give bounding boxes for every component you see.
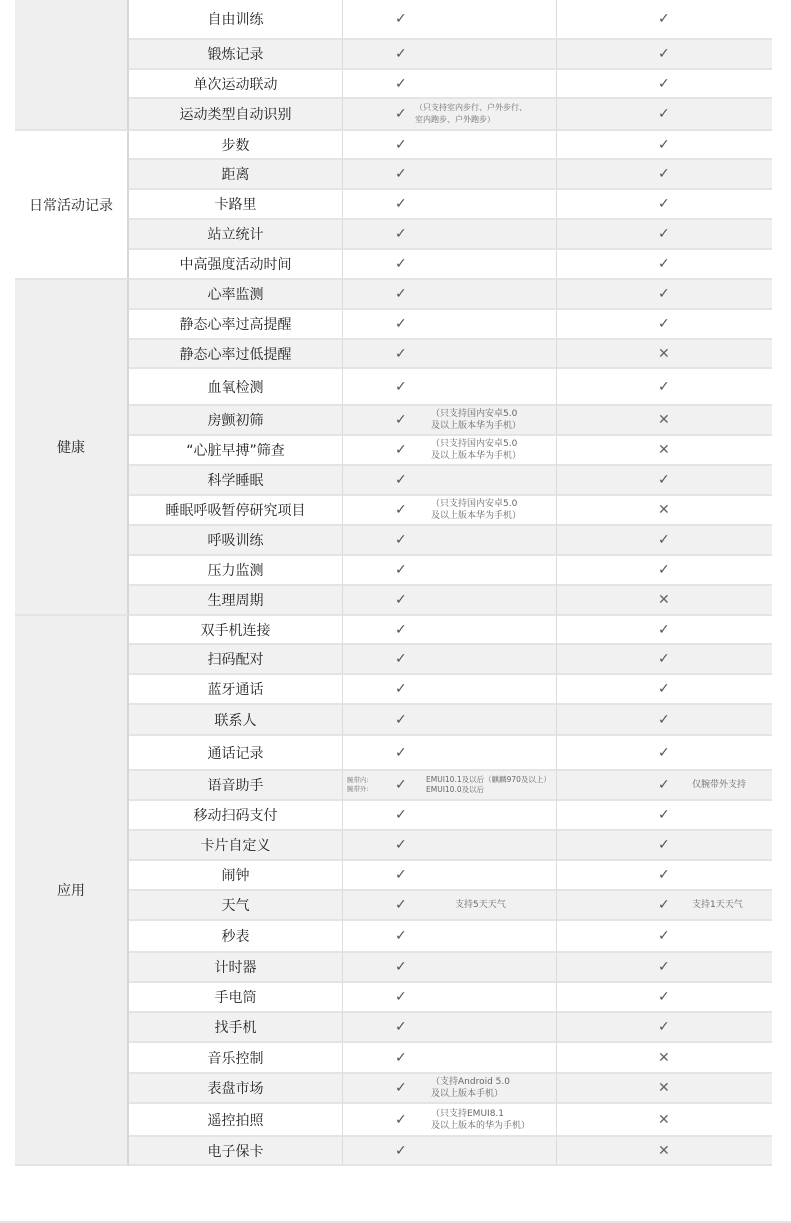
- table-row: [129, 466, 773, 496]
- support-note: EMUI10.1及以后（麒麟970及以上） EMUI10.0及以后: [426, 775, 551, 794]
- check-icon: ✓: [658, 378, 670, 395]
- support-cell-model-2: [557, 831, 772, 861]
- support-cell-model-2: [557, 675, 772, 705]
- support-cell-model-2: [557, 190, 772, 220]
- check-icon: ✓: [395, 592, 407, 608]
- check-icon: ✓: [395, 136, 407, 153]
- support-cell-model-1: [343, 496, 557, 526]
- support-note: 支持5天天气: [455, 900, 506, 910]
- table-row: [129, 921, 773, 953]
- check-icon: ✓: [395, 1142, 407, 1159]
- check-icon: ✓: [658, 562, 670, 578]
- check-icon: ✓: [658, 867, 670, 883]
- check-icon: ✓: [395, 837, 407, 853]
- check-icon: ✓: [395, 867, 407, 883]
- feature-name: 科学睡眠: [129, 466, 343, 496]
- feature-name: 表盘市场: [129, 1074, 343, 1104]
- table-row: [129, 190, 773, 220]
- feature-name: 距离: [129, 160, 343, 190]
- support-note: （只支持国内安卓5.0 及以上版本华为手机）: [431, 409, 522, 431]
- support-cell-model-2: [557, 70, 772, 99]
- feature-name: 单次运动联动: [129, 70, 343, 99]
- support-note: 仅腕带外支持: [692, 780, 747, 790]
- check-icon: ✓: [658, 136, 670, 153]
- support-cell-model-1: [343, 645, 557, 675]
- support-cell-model-2: [557, 861, 772, 891]
- support-cell-model-2: [557, 801, 772, 831]
- check-icon: ✓: [658, 989, 670, 1005]
- check-icon: ✓: [395, 651, 407, 667]
- check-icon: ✓: [395, 1019, 407, 1035]
- check-icon: ✓: [658, 286, 670, 302]
- support-cell-model-1: [343, 983, 557, 1013]
- support-cell-model-1: [343, 220, 557, 250]
- support-cell-model-2: [557, 406, 772, 436]
- support-cell-model-1: [343, 280, 557, 310]
- check-icon: ✓: [395, 897, 407, 913]
- support-note: （只支持室内步行、户外步行、 室内跑步、户外跑步）: [415, 103, 527, 124]
- support-cell-model-2: [557, 526, 772, 556]
- feature-name: 卡片自定义: [129, 831, 343, 861]
- support-note: （只支持国内安卓5.0 及以上版本华为手机）: [431, 439, 522, 461]
- support-cell-model-1: [343, 953, 557, 983]
- check-icon: ✓: [395, 472, 407, 488]
- check-icon: ✓: [395, 562, 407, 578]
- check-icon: ✓: [658, 897, 670, 913]
- check-icon: ✓: [658, 256, 670, 272]
- support-cell-model-2: [557, 131, 772, 160]
- feature-name: 静态心率过低提醒: [129, 340, 343, 369]
- check-icon: ✓: [395, 196, 407, 212]
- check-icon: ✓: [658, 681, 670, 697]
- check-icon: ✓: [395, 345, 407, 362]
- table-row: [129, 526, 773, 556]
- check-icon: ✓: [395, 711, 407, 728]
- cross-icon: ✕: [658, 1111, 670, 1128]
- check-icon: ✓: [395, 1111, 407, 1128]
- feature-name: 手电筒: [129, 983, 343, 1013]
- support-cell-model-1: [343, 1043, 557, 1074]
- support-note: 支持1天天气: [692, 900, 743, 910]
- support-cell-model-1: [343, 736, 557, 771]
- check-icon: ✓: [658, 106, 670, 122]
- table-row: [129, 801, 773, 831]
- support-cell-model-2: [557, 1013, 772, 1043]
- support-cell-model-2: [557, 983, 772, 1013]
- support-cell-model-2: [557, 40, 772, 70]
- table-row: [129, 0, 773, 40]
- table-row: [129, 771, 773, 801]
- support-cell-model-2: [557, 705, 772, 736]
- cross-icon: ✕: [658, 412, 670, 428]
- feature-name: 扫码配对: [129, 645, 343, 675]
- check-icon: ✓: [658, 1019, 670, 1035]
- check-icon: ✓: [395, 106, 407, 122]
- support-cell-model-2: [557, 645, 772, 675]
- category-cell: 应用: [15, 616, 129, 1166]
- support-cell-model-1: [343, 526, 557, 556]
- support-cell-model-2: [557, 1104, 772, 1137]
- support-cell-model-1: [343, 436, 557, 466]
- check-icon: ✓: [395, 989, 407, 1005]
- feature-name: 中高强度活动时间: [129, 250, 343, 280]
- table-row: [129, 160, 773, 190]
- table-row: [129, 220, 773, 250]
- support-cell-model-1: [343, 70, 557, 99]
- check-icon: ✓: [395, 412, 407, 428]
- table-row: [129, 406, 773, 436]
- support-cell-model-1: [343, 921, 557, 953]
- support-cell-model-2: [557, 160, 772, 190]
- support-cell-model-1: [343, 190, 557, 220]
- support-cell-model-2: [557, 736, 772, 771]
- wear-position-label: 腕带内: 腕带外:: [347, 776, 369, 793]
- cross-icon: ✕: [658, 1142, 670, 1159]
- check-icon: ✓: [395, 46, 407, 62]
- support-cell-model-1: [343, 1013, 557, 1043]
- table-row: [129, 1043, 773, 1074]
- check-icon: ✓: [658, 621, 670, 638]
- check-icon: ✓: [395, 442, 407, 458]
- support-cell-model-1: [343, 771, 557, 801]
- cross-icon: ✕: [658, 345, 670, 362]
- support-cell-model-1: [343, 1104, 557, 1137]
- table-row: [129, 40, 773, 70]
- table-row: [129, 953, 773, 983]
- support-cell-model-1: [343, 586, 557, 616]
- table-row: [129, 1013, 773, 1043]
- table-row: [129, 369, 773, 406]
- feature-name: 站立统计: [129, 220, 343, 250]
- feature-name: 运动类型自动识别: [129, 99, 343, 131]
- check-icon: ✓: [658, 46, 670, 62]
- support-cell-model-1: [343, 861, 557, 891]
- check-icon: ✓: [395, 256, 407, 272]
- check-icon: ✓: [658, 316, 670, 332]
- check-icon: ✓: [658, 807, 670, 823]
- check-icon: ✓: [395, 1049, 407, 1066]
- support-cell-model-2: [557, 369, 772, 406]
- support-cell-model-2: [557, 921, 772, 953]
- support-cell-model-1: [343, 891, 557, 921]
- table-row: [129, 1104, 773, 1137]
- support-cell-model-1: [343, 40, 557, 70]
- feature-name: 自由训练: [129, 0, 343, 40]
- cross-icon: ✕: [658, 1049, 670, 1066]
- support-cell-model-1: [343, 556, 557, 586]
- table-row: [129, 831, 773, 861]
- check-icon: ✓: [658, 226, 670, 242]
- support-cell-model-1: [343, 0, 557, 40]
- support-note: （支持Android 5.0 及以上版本手机）: [431, 1077, 510, 1099]
- feature-name: “心脏早搏”筛查: [129, 436, 343, 466]
- check-icon: ✓: [395, 777, 407, 793]
- support-cell-model-2: [557, 310, 772, 340]
- cross-icon: ✕: [658, 442, 670, 458]
- table-row: [129, 250, 773, 280]
- support-cell-model-1: [343, 250, 557, 280]
- table-row: [129, 310, 773, 340]
- support-cell-model-2: [557, 1043, 772, 1074]
- feature-name: 天气: [129, 891, 343, 921]
- check-icon: ✓: [658, 532, 670, 548]
- check-icon: ✓: [395, 226, 407, 242]
- category-cell: [15, 0, 129, 131]
- support-cell-model-2: [557, 340, 772, 369]
- support-cell-model-2: [557, 0, 772, 40]
- check-icon: ✓: [395, 744, 407, 761]
- check-icon: ✓: [395, 378, 407, 395]
- support-cell-model-2: [557, 436, 772, 466]
- check-icon: ✓: [658, 166, 670, 182]
- support-cell-model-1: [343, 831, 557, 861]
- feature-name: 闹钟: [129, 861, 343, 891]
- support-cell-model-2: [557, 953, 772, 983]
- check-icon: ✓: [395, 75, 407, 92]
- support-cell-model-2: [557, 891, 772, 921]
- check-icon: ✓: [395, 807, 407, 823]
- table-row: [129, 891, 773, 921]
- feature-name: 找手机: [129, 1013, 343, 1043]
- feature-name: 卡路里: [129, 190, 343, 220]
- feature-name: 电子保卡: [129, 1137, 343, 1166]
- feature-name: 遥控拍照: [129, 1104, 343, 1137]
- check-icon: ✓: [658, 75, 670, 92]
- feature-name: 静态心率过高提醒: [129, 310, 343, 340]
- feature-name: 蓝牙通话: [129, 675, 343, 705]
- table-row: [129, 645, 773, 675]
- support-cell-model-1: [343, 705, 557, 736]
- support-cell-model-1: [343, 131, 557, 160]
- table-row: [129, 586, 773, 616]
- support-cell-model-1: [343, 406, 557, 436]
- support-cell-model-1: [343, 675, 557, 705]
- table-row: [129, 983, 773, 1013]
- feature-name: 秒表: [129, 921, 343, 953]
- check-icon: ✓: [658, 472, 670, 488]
- table-row: [129, 861, 773, 891]
- cross-icon: ✕: [658, 1080, 670, 1096]
- table-row: [129, 736, 773, 771]
- feature-name: 锻炼记录: [129, 40, 343, 70]
- cross-icon: ✕: [658, 502, 670, 518]
- support-cell-model-2: [557, 280, 772, 310]
- support-cell-model-1: [343, 466, 557, 496]
- feature-name: 呼吸训练: [129, 526, 343, 556]
- feature-name: 移动扫码支付: [129, 801, 343, 831]
- support-cell-model-2: [557, 250, 772, 280]
- check-icon: ✓: [395, 166, 407, 182]
- support-note: （只支持EMUI8.1 及以上版本的华为手机）: [431, 1108, 531, 1131]
- table-row: [129, 675, 773, 705]
- check-icon: ✓: [658, 777, 670, 793]
- table-row: [129, 340, 773, 369]
- cross-icon: ✕: [658, 592, 670, 608]
- table-row: [129, 280, 773, 310]
- check-icon: ✓: [658, 11, 670, 27]
- support-cell-model-2: [557, 586, 772, 616]
- check-icon: ✓: [395, 959, 407, 975]
- check-icon: ✓: [658, 711, 670, 728]
- check-icon: ✓: [658, 196, 670, 212]
- category-cell: 日常活动记录: [15, 131, 129, 280]
- table-row: [129, 1074, 773, 1104]
- feature-name: 血氧检测: [129, 369, 343, 406]
- feature-name: 音乐控制: [129, 1043, 343, 1074]
- table-row: [129, 1137, 773, 1166]
- check-icon: ✓: [395, 532, 407, 548]
- feature-name: 房颤初筛: [129, 406, 343, 436]
- table-row: [129, 705, 773, 736]
- check-icon: ✓: [395, 502, 407, 518]
- table-row: [129, 616, 773, 645]
- support-cell-model-1: [343, 340, 557, 369]
- table-row: [129, 70, 773, 99]
- support-cell-model-1: [343, 801, 557, 831]
- support-cell-model-1: [343, 1074, 557, 1104]
- feature-name: 睡眠呼吸暂停研究项目: [129, 496, 343, 526]
- check-icon: ✓: [658, 744, 670, 761]
- check-icon: ✓: [395, 1080, 407, 1096]
- support-cell-model-2: [557, 466, 772, 496]
- feature-name: 生理周期: [129, 586, 343, 616]
- support-cell-model-1: [343, 99, 557, 131]
- table-row: [129, 496, 773, 526]
- support-cell-model-1: [343, 310, 557, 340]
- support-cell-model-1: [343, 369, 557, 406]
- feature-name: 步数: [129, 131, 343, 160]
- support-cell-model-2: [557, 1074, 772, 1104]
- feature-name: 计时器: [129, 953, 343, 983]
- table-row: [129, 99, 773, 131]
- support-note: （只支持国内安卓5.0 及以上版本华为手机）: [431, 499, 522, 521]
- feature-name: 心率监测: [129, 280, 343, 310]
- support-cell-model-2: [557, 1137, 772, 1166]
- support-cell-model-2: [557, 99, 772, 131]
- check-icon: ✓: [658, 651, 670, 667]
- check-icon: ✓: [658, 837, 670, 853]
- support-cell-model-2: [557, 220, 772, 250]
- feature-name: 通话记录: [129, 736, 343, 771]
- feature-name: 联系人: [129, 705, 343, 736]
- support-cell-model-2: [557, 616, 772, 645]
- support-cell-model-2: [557, 556, 772, 586]
- check-icon: ✓: [395, 928, 407, 944]
- check-icon: ✓: [658, 928, 670, 944]
- feature-name: 压力监测: [129, 556, 343, 586]
- support-cell-model-2: [557, 771, 772, 801]
- check-icon: ✓: [395, 681, 407, 697]
- category-cell: 健康: [15, 280, 129, 616]
- table-row: [129, 131, 773, 160]
- check-icon: ✓: [395, 316, 407, 332]
- check-icon: ✓: [658, 959, 670, 975]
- support-cell-model-1: [343, 160, 557, 190]
- table-row: [129, 436, 773, 466]
- support-cell-model-1: [343, 616, 557, 645]
- check-icon: ✓: [395, 11, 407, 27]
- table-row: [129, 556, 773, 586]
- feature-name: 双手机连接: [129, 616, 343, 645]
- feature-name: 语音助手: [129, 771, 343, 801]
- check-icon: ✓: [395, 621, 407, 638]
- support-cell-model-2: [557, 496, 772, 526]
- check-icon: ✓: [395, 286, 407, 302]
- support-cell-model-1: [343, 1137, 557, 1166]
